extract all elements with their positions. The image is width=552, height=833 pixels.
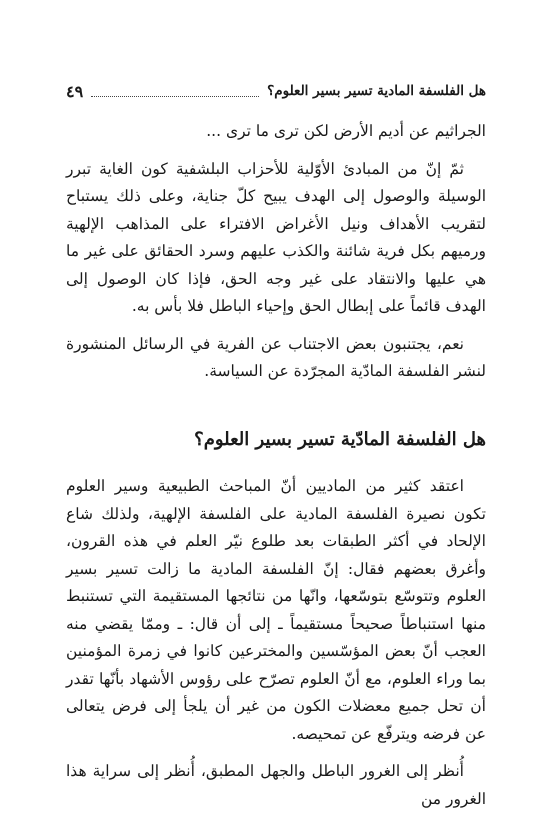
page-number: ٤٩ xyxy=(66,81,84,101)
page-body xyxy=(66,118,486,813)
paragraph: اعتقد كثير من الماديين أنّ المباحث الطبيعية وسير العلوم تكون نصيرة الفلسفة المادية على الفلسفة الإلهية، ولذلك شاع الإلحاد في أكثر الطبقات بعد طلوع نيّر العلم في هذه القرون، وأغرق بعضهم فقال: إنّ الفلسفة المادية ما زالت تسير بسير العلوم وتتوسّع بتوسّعها، وانّها من نتائجها المستقيمة التي تستنبط منها استنباطاً صحيحاً مستقيماً ـ إلى أن قال: ـ وممّا يقضي منه العجب أنّ بعض المؤسّسين والمخترعين كانوا في زمرة المؤمنين بما وراء العلوم، مع أنّ العلوم تصرّح على رؤوس الأشهاد بأنّها تقدر أن تحل جميع معضلات الكون من غير أن يلجأ إلى فرض يتعالى عن فرضه ويترفّع عن تمحيصه. xyxy=(66,477,486,743)
running-header xyxy=(66,78,486,104)
header-dotted-leader xyxy=(91,86,259,97)
paragraph: نعم، يجتنبون بعض الاجتناب عن الفرية في الرسائل المنشورة لنشر الفلسفة المادّية المجرّدة عن السياسة. xyxy=(66,334,486,380)
paragraph: ثمّ إنّ من المبادئ الأوّلية للأحزاب البلشفية كون الغاية تبرر الوسيلة والوصول إلى الهدف يبيح كلّ جناية، وعلى ذلك يستباح لتقريب الأهداف ونيل الأغراض الافتراء على المذاهب الإلهية ورميهم بكل فرية شائنة والكذب عليهم وسرد الحقائق على غير ما هي عليها والانتقاد على غير وجه الحق، فإذا كان الوصول إلى الهدف قائماً على إبطال الحق وإحياء الباطل فلا بأس به. xyxy=(66,159,486,315)
continuation-line: الجراثيم عن أديم الأرض لكن ترى ما ترى ... xyxy=(206,122,486,140)
section-heading: هل الفلسفة المادّية تسير بسير العلوم؟ xyxy=(194,428,486,450)
running-title: هل الفلسفة المادية تسير بسير العلوم؟ xyxy=(267,83,486,99)
paragraph: أُنظر إلى الغرور الباطل والجهل المطبق، أُنظر إلى سراية هذا الغرور من xyxy=(66,762,486,808)
